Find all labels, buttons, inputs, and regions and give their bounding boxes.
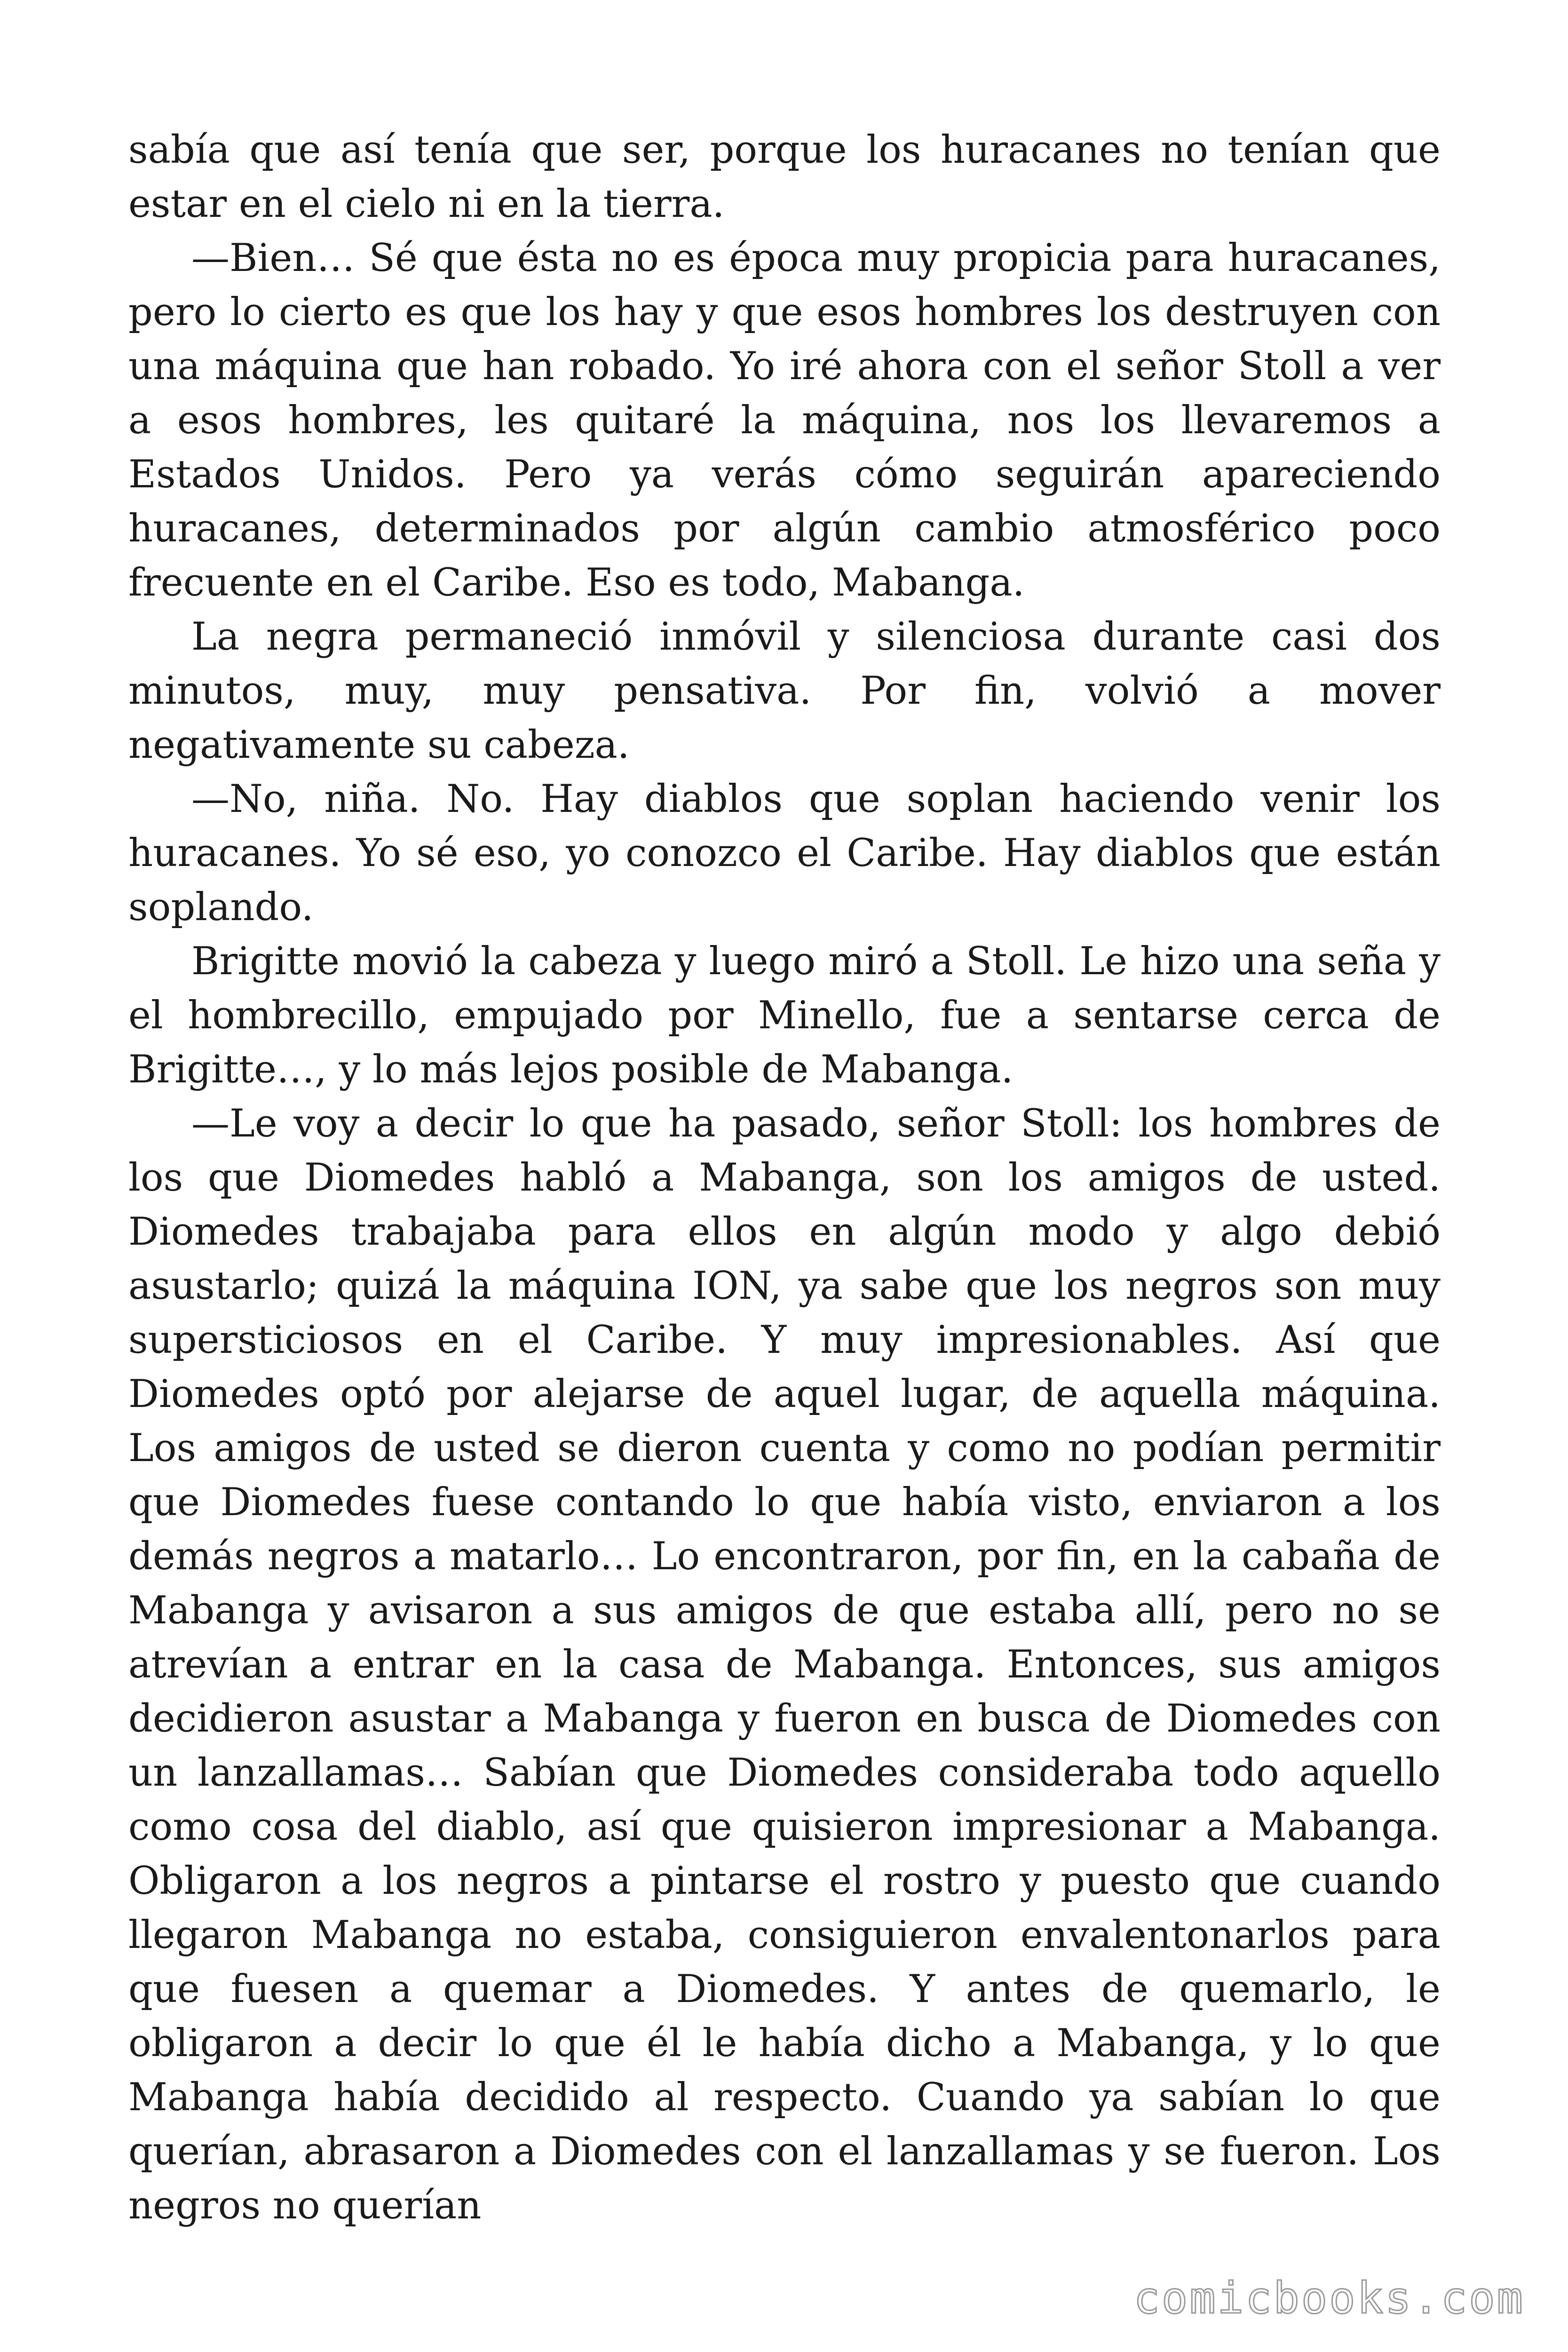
paragraph: Brigitte movió la cabeza y luego miró a Stoll. Le hizo una seña y el hombrecillo, empujado por Minello, fue a sentarse cerca de Brigitte…, y lo más lejos posible de Mabanga. bbox=[128, 939, 1441, 1092]
paragraph: La negra permaneció inmóvil y silenciosa durante casi dos minutos, muy, muy pensativa. Por fin, volvió a mover negativamente su cabeza. bbox=[128, 615, 1441, 767]
book-page-text bbox=[128, 123, 1441, 2233]
paragraph: —Bien… Sé que ésta no es época muy propicia para huracanes, pero lo cierto es que los hay y que esos hombres los destruyen con una máquina que han robado. Yo iré ahora con el señor Stoll a ver a esos hombres, les quitaré la máquina, nos los llevaremos a Estados Unidos. Pero ya verás cómo seguirán apareciendo huracanes, determinados por algún cambio atmosférico poco frecuente en el Caribe. Eso es todo, Mabanga. bbox=[128, 236, 1441, 605]
paragraph: sabía que así tenía que ser, porque los huracanes no tenían que estar en el cielo ni en la tierra. bbox=[128, 128, 1441, 226]
paragraph: —No, niña. No. Hay diablos que soplan haciendo venir los huracanes. Yo sé eso, yo conozco el Caribe. Hay diablos que están soplando. bbox=[128, 777, 1441, 930]
paragraph: —Le voy a decir lo que ha pasado, señor Stoll: los hombres de los que Diomedes habló a Mabanga, son los amigos de usted. Diomedes trabajaba para ellos en algún modo y algo debió asustarlo; quizá la máquina ION, ya sabe que los negros son muy supersticiosos en el Caribe. Y muy impresionables. Así que Diomedes optó por alejarse de aquel lugar, de aquella máquina. Los amigos de usted se dieron cuenta y como no podían permitir que Diomedes fuese contando lo que había visto, enviaron a los demás negros a matarlo… Lo encontraron, por fin, en la cabaña de Mabanga y avisaron a sus amigos de que estaba allí, pero no se atrevían a entrar en la casa de Mabanga. Entonces, sus amigos decidieron asustar a Mabanga y fueron en busca de Diomedes con un lanzallamas… Sabían que Diomedes consideraba todo aquello como cosa del diablo, así que quisieron impresionar a Mabanga. Obligaron a los negros a pintarse el rostro y puesto que cuando llegaron Mabanga no estaba, consiguieron envalentonarlos para que fuesen a quemar a Diomedes. Y antes de quemarlo, le obligaron a decir lo que él le había dicho a Mabanga, y lo que Mabanga había decidido al respecto. Cuando ya sabían lo que querían, abrasaron a Diomedes con el lanzallamas y se fueron. Los negros no querían bbox=[128, 1102, 1441, 2228]
watermark-logo: comicbooks.com bbox=[1133, 2273, 1525, 2323]
